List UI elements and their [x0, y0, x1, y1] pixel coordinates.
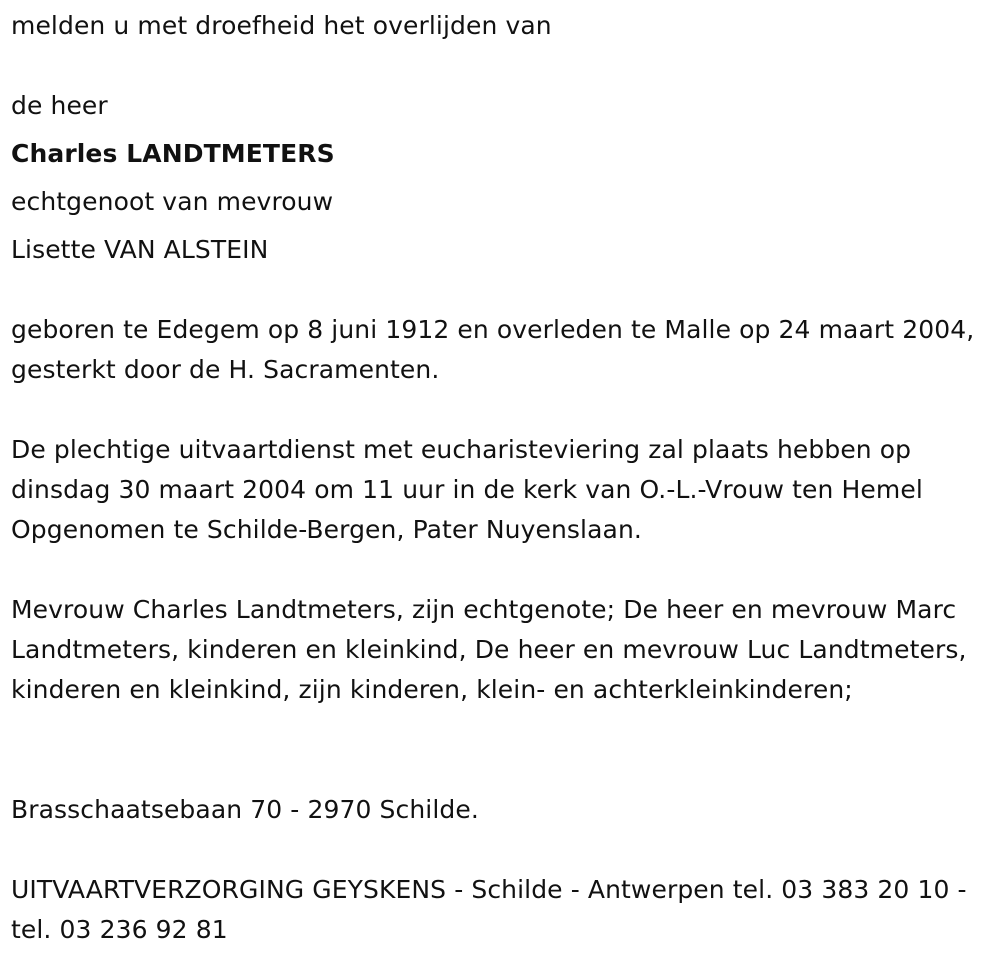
spouse-name: Lisette VAN ALSTEIN	[11, 235, 269, 264]
intro-text: melden u met droefheid het overlijden van	[11, 11, 552, 40]
address: Brasschaatsebaan 70 - 2970 Schilde.	[11, 795, 479, 824]
funeral-service-paragraph: De plechtige uitvaartdienst met eucharisteviering zal plaats hebben op dinsdag 30 maart 2004 om 11 uur in de kerk van O.-L.-Vrouw ten Hemel Opgenomen te Schilde-Bergen, Pater Nuyenslaan.	[11, 435, 923, 544]
spouse-relation: echtgenoot van mevrouw	[11, 187, 334, 216]
family-paragraph: Mevrouw Charles Landtmeters, zijn echtgenote; De heer en mevrouw Marc Landtmeters, kinderen en kleinkind, De heer en mevrouw Luc Landtmeters, kinderen en kleinkind, zijn kinderen, klein- en achterkleinkinderen;	[11, 595, 967, 704]
funeral-director: UITVAARTVERZORGING GEYSKENS - Schilde - Antwerpen tel. 03 383 20 10 - tel. 03 236 92 81	[11, 875, 967, 944]
salutation: de heer	[11, 91, 108, 120]
deceased-name: Charles LANDTMETERS	[11, 139, 335, 168]
birth-death-paragraph: geboren te Edegem op 8 juni 1912 en overleden te Malle op 24 maart 2004, gesterkt door de H. Sacramenten.	[11, 315, 975, 384]
